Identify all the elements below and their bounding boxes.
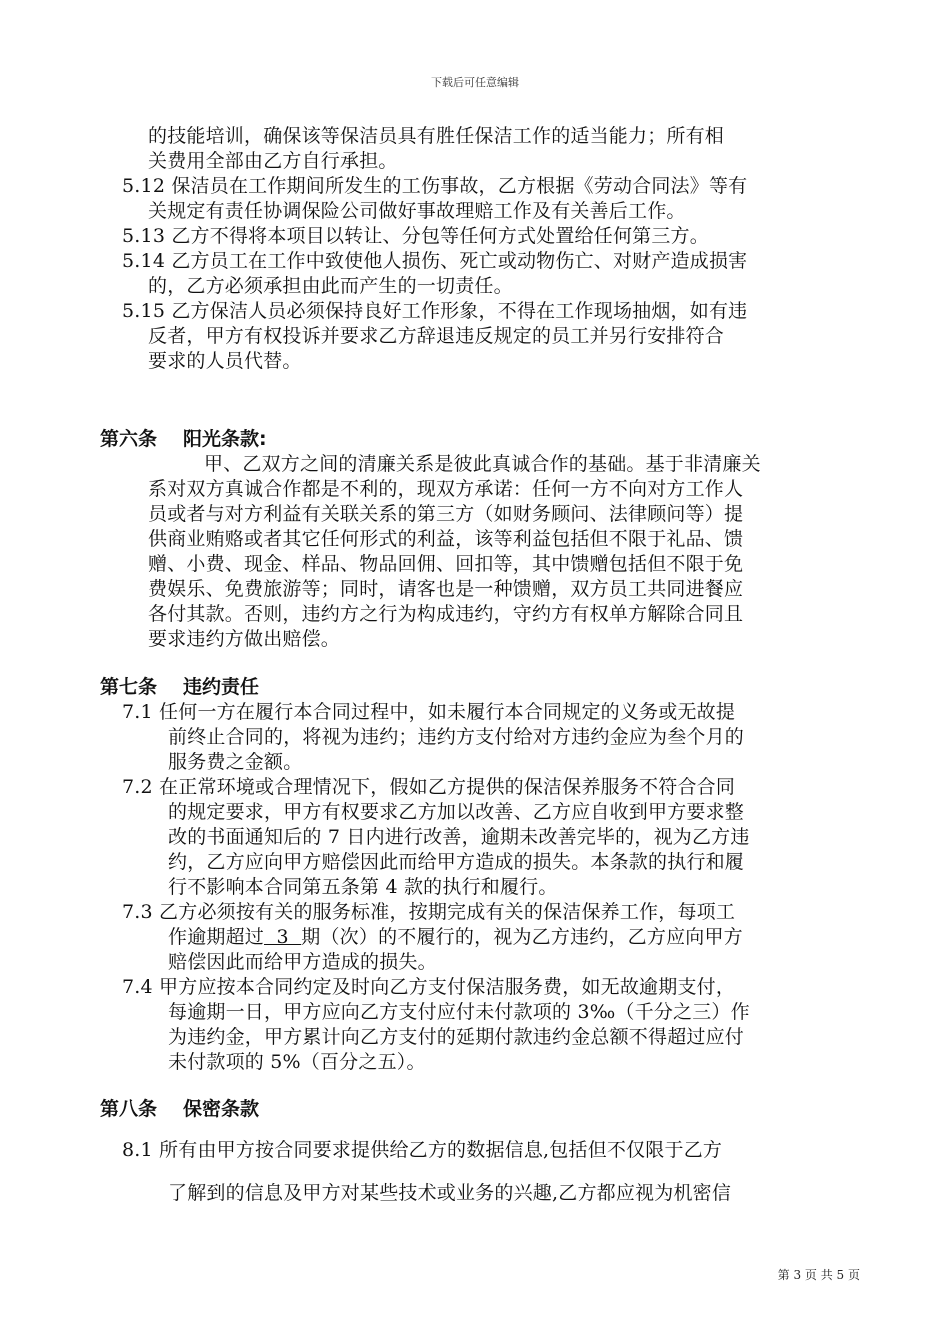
clause-8-1-line-2: 了解到的信息及甲方对某些技术或业务的兴趣,乙方都应视为机密信: [168, 1182, 732, 1204]
clause-7-1-line-1: 7.1 任何一方在履行本合同过程中，如未履行本合同规定的义务或无故提: [122, 701, 736, 723]
article-6-line-6: 费娱乐、免费旅游等；同时，请客也是一种馈赠，双方员工共同进餐应: [148, 578, 744, 600]
article-6-line-2: 系对双方真诚合作都是不利的，现双方承诺：任何一方不向对方工作人: [148, 478, 744, 500]
clause-7-2-line-1: 7.2 在正常环境或合理情况下，假如乙方提供的保洁保养服务不符合合同: [122, 776, 736, 798]
clause-5-15-line-1: 5.15 乙方保洁人员必须保持良好工作形象，不得在工作现场抽烟，如有违: [122, 300, 748, 322]
clause-7-3-text-b: 期（次）的不履行的，视为乙方违约，乙方应向甲方: [301, 926, 743, 948]
clause-7-3-line-3: 赔偿因此而给甲方造成的损失。: [168, 951, 437, 973]
clause-7-3-line-2: [168, 925, 743, 950]
clause-7-3-text-a: 作逾期超过: [168, 926, 265, 948]
clause-7-3-period-count: 3: [264, 926, 302, 948]
clause-7-2-line-5: 行不影响本合同第五条第 4 款的执行和履行。: [168, 876, 558, 898]
clause-5-12-line-2: 关规定有责任协调保险公司做好事故理赔工作及有关善后工作。: [148, 200, 686, 222]
clause-8-1-line-1: 8.1 所有由甲方按合同要求提供给乙方的数据信息,包括但不仅限于乙方: [122, 1139, 723, 1161]
article-6-heading: [100, 427, 267, 452]
article-6-line-1: 甲、乙双方之间的清廉关系是彼此真诚合作的基础。基于非清廉关: [204, 453, 761, 475]
article-7-heading: [100, 675, 259, 700]
article-7-number: 第七条: [100, 676, 158, 698]
s5-line-2: 关费用全部由乙方自行承担。: [148, 150, 398, 172]
article-6-title: 阳光条款:: [183, 428, 267, 450]
clause-5-15-line-2: 反者，甲方有权投诉并要求乙方辞退违反规定的员工并另行安排符合: [148, 325, 725, 347]
clause-7-2-line-2: 的规定要求，甲方有权要求乙方加以改善、乙方应自收到甲方要求整: [168, 801, 745, 823]
clause-7-3-line-1: 7.3 乙方必须按有关的服务标准，按期完成有关的保洁保养工作，每项工: [122, 901, 736, 923]
clause-7-4-line-4: 未付款项的 5%（百分之五）。: [168, 1051, 426, 1073]
clause-7-4-line-3: 为违约金，甲方累计向乙方支付的延期付款违约金总额不得超过应付: [168, 1026, 745, 1048]
article-8-title: 保密条款: [183, 1098, 260, 1120]
page-header: 下载后可任意编辑: [431, 76, 519, 89]
article-8-number: 第八条: [100, 1098, 158, 1120]
clause-5-12-line-1: 5.12 保洁员在工作期间所发生的工伤事故，乙方根据《劳动合同法》等有: [122, 175, 748, 197]
clause-5-13: 5.13 乙方不得将本项目以转让、分包等任何方式处置给任何第三方。: [122, 225, 709, 247]
clause-5-14-line-2: 的，乙方必须承担由此而产生的一切责任。: [148, 275, 513, 297]
article-6-line-4: 供商业贿赂或者其它任何形式的利益，该等利益包括但不限于礼品、馈: [148, 528, 744, 550]
clause-7-4-line-1: 7.4 甲方应按本合同约定及时向乙方支付保洁服务费，如无故逾期支付，: [122, 976, 736, 998]
article-6-line-3: 员或者与对方利益有关联关系的第三方（如财务顾问、法律顾问等）提: [148, 503, 744, 525]
article-6-line-7: 各付其款。否则，违约方之行为构成违约，守约方有权单方解除合同且: [148, 603, 744, 625]
article-7-title: 违约责任: [183, 676, 260, 698]
article-6-number: 第六条: [100, 428, 158, 450]
clause-7-4-line-2: 每逾期一日，甲方应向乙方支付应付未付款项的 3‰（千分之三）作: [168, 1001, 750, 1023]
clause-7-1-line-2: 前终止合同的，将视为违约；违约方支付给对方违约金应为叁个月的: [168, 726, 745, 748]
article-6-line-8: 要求违约方做出赔偿。: [148, 628, 341, 650]
page-number-footer: 第 3 页 共 5 页: [777, 1268, 860, 1282]
clause-5-15-line-3: 要求的人员代替。: [148, 350, 302, 372]
clause-7-1-line-3: 服务费之金额。: [168, 751, 303, 773]
article-8-heading: [100, 1097, 259, 1122]
clause-5-14-line-1: 5.14 乙方员工在工作中致使他人损伤、死亡或动物伤亡、对财产造成损害: [122, 250, 748, 272]
article-6-line-5: 赠、小费、现金、样品、物品回佣、回扣等，其中馈赠包括但不限于免: [148, 553, 744, 575]
clause-7-2-line-3: 改的书面通知后的 7 日内进行改善，逾期未改善完毕的，视为乙方违: [168, 826, 750, 848]
s5-line-1: 的技能培训，确保该等保洁员具有胜任保洁工作的适当能力；所有相: [148, 125, 725, 147]
clause-7-2-line-4: 约，乙方应向甲方赔偿因此而给甲方造成的损失。本条款的执行和履: [168, 851, 745, 873]
